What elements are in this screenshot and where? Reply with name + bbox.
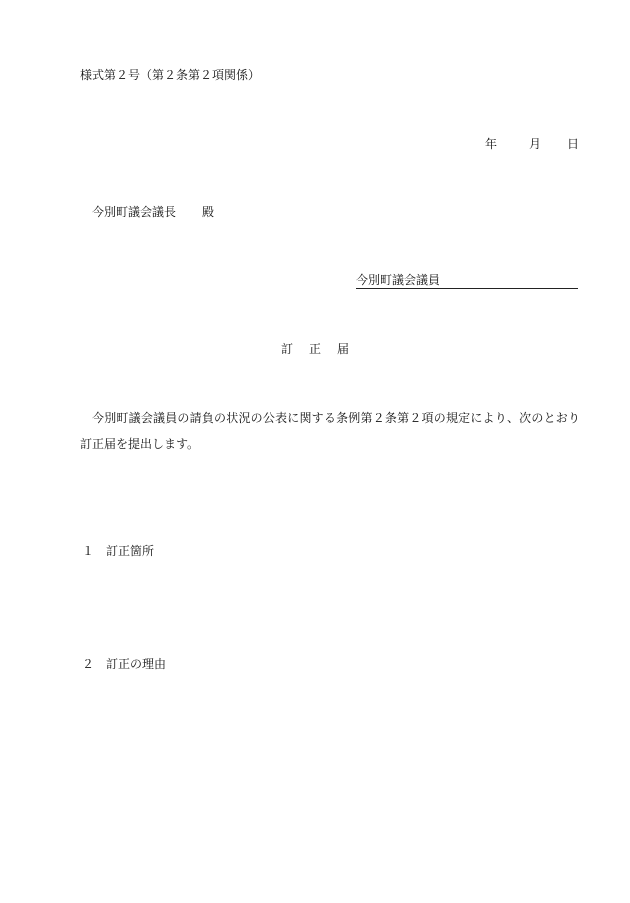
- item-number: ２: [82, 657, 95, 671]
- document-title: 訂正届: [280, 342, 365, 356]
- date-day-label: 日: [567, 137, 580, 151]
- addressee-name: 今別町議会議長: [92, 205, 177, 219]
- form-number: 様式第２号（第２条第２項関係）: [80, 68, 261, 82]
- addressee-honorific: 殿: [202, 205, 215, 219]
- body-text: 今別町議会議員の請負の状況の公表に関する条例第２条第２項の規定により、次のとおり訂正届を提出します。: [80, 411, 580, 451]
- item-correction-location: [82, 543, 154, 559]
- date-month-label: 月: [529, 137, 542, 151]
- item-label: 訂正の理由: [106, 657, 167, 671]
- date-line: [485, 136, 579, 152]
- item-label: 訂正箇所: [106, 544, 155, 558]
- date-year-label: 年: [485, 137, 498, 151]
- sender-label: 今別町議会議員: [356, 273, 441, 287]
- addressee: [92, 204, 214, 220]
- item-correction-reason: [82, 656, 166, 672]
- item-number: １: [82, 544, 95, 558]
- sender-signature-line: [356, 272, 578, 289]
